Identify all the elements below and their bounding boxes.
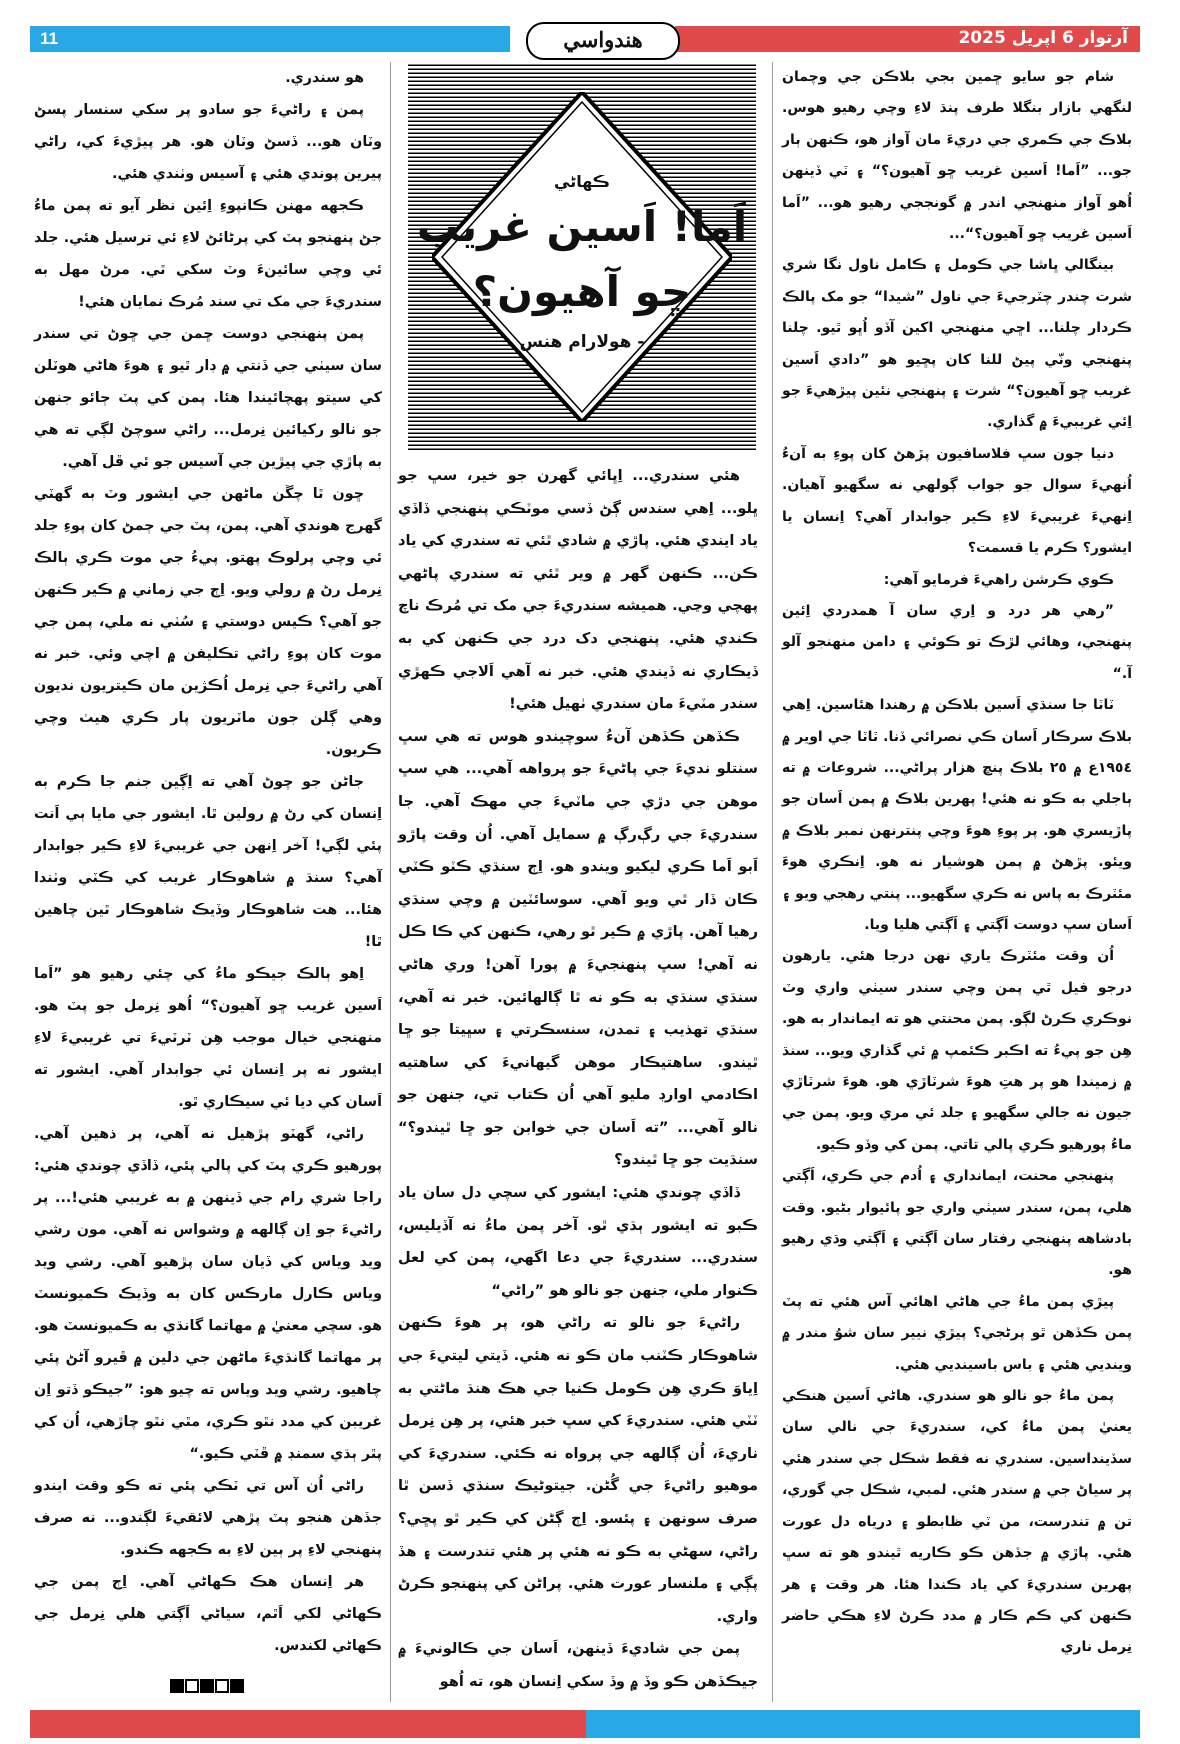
paragraph: اِهو ٻالڪ جيڪو ماءُ کي چئي رهيو هو ”اَما اَسين غريب ڇو آهيون؟“ اُهو نِرمل جو پٽ هو. منهنجي خيال موجب هِن ٽرٽيءَ تي غريبيءَ لاءِ ايشور نه پر اِنسان ئي جوابدار آهي. ايشور ته اَسان کي ديا ئي سيڪاري ٿو. bbox=[34, 966, 382, 1110]
paragraph: بينگالي ڀاشا جي ڪومل ۽ ڪامل ناول نگا شري شرت چندر چٽرجيءَ جي ناول ”شيدا“ جو مک پالڪ ڪردار چلنا... اڇي منهنجي اکين آڏو اُڀو ٿيو. چلنا پنهنجي ونّي پيڻ للنا کان پڇيو هو ”دادي اَسين غريب ڇو آهيون؟“ شرت ۽ پنهنجي نئين پيڙهيءَ جو اِئي غريبيءَ ۾ گذاري. bbox=[782, 257, 1132, 431]
paragraph: ڏاڏي چوندي هئي: ايشور کي سچي دل سان ياد ڪبو ته ايشور ٻڌي ٿو. آخر پمن ماءُ نه آڏيليس، سندري... سندريءَ جي دعا اگهي، پمن کي لعل ڪنوار ملي، جنهن جو نالو هو ”راڻي“ bbox=[398, 1184, 758, 1299]
masthead-logo: هندواسي bbox=[526, 22, 680, 60]
end-mark-icon bbox=[170, 1678, 245, 1697]
paragraph: ٽاٽا جا سنڌي اَسين بلاڪن ۾ رهندا هئاسين. اِهي بلاڪ سرڪار اَسان ڪي نصرائي ڏنا. ٽاٽا جي اوير ۾ ١٩٥٤ع ۾ ٢٥ بلاڪ پنڇ هزار پراڻي... شروعات ۾ ته ٻاجلي به ڪو نه هئي! پهرين بلاڪ ۾ پمن اَسان جو پاڙيسري هو. پر پوءِ هوءَ وچي پنترنهن نمبر بلاڪ ۾ ويئو. پڙهڻ ۾ پمن هوشيار نه هو. اِنڪري هوءَ مئٽرڪ به پاس نه ڪري سگهيو... پنتي رهجي ويو ۽ اَسان سڀ دوست اَڳتي ۽ اَڳتي هليا ويا. bbox=[782, 697, 1132, 933]
paragraph: ڇون ٿا چڱن ماڻهن جي ايشور وٽ به گهٽي گهرج هوندي آهي. پمن، پٽ جي ڄمڻ کان پوءِ جلد ئي وچي پرلوڪ پهتو. پيءُ جي موت ڪري ٻالڪ نِرمل رڻ ۾ رولي ويو. اِڄ جي زماني ۾ ڪير ڪنهن جو آهي؟ ڪيس دوستي ۽ سُٺي نه ملي، پمن جي موت کان پوءِ راڻي تڪليفن ۾ اچي وئي. خبر نه آهي راڻيءَ جي نِرمل اُڪژين مان ڪيتريون نديون وهي ڳلن جون ماٽريون پار ڪري هيٺ وچي ڪريون. bbox=[34, 486, 382, 758]
column-right bbox=[782, 62, 1132, 1664]
paragraph: پنهنجي محنت، ايمانداري ۽ اُدم جي ڪري، اَڳتي هلي، پمن، سندر سيٺي واري جو پائيوار بڻيو. وقت بادشاهه پنهنجي رفتار سان اَڳتي ۽ اَڳتي وڌي رهيو هو. bbox=[782, 1168, 1132, 1279]
story-title-line1: اَما! اَسين غريب bbox=[416, 202, 748, 251]
paragraph: پمن ماءُ جو نالو هو سندري. هاڻي اَسين هنڪي يعنيٰ پمن ماءُ کي، سندريءَ جي نالي سان سڏينداسين. سندري نه فقط شڪل جي سندر هئي پر سياڻ جي ۾ سندر هئي. لمبي، شڪل جي گوري، تن ۾ تندرست، من ٽي ظابطو ۽ درياه دل عورت هئي. پاڙي ۾ جڏهن ڪو ڪاريه ٿيندو هو ته سڀ پهرين سندريءَ کي ياد ڪندا هئا. هر وقت ۽ هر ڪنهن کي ڪم ڪار ۾ مدد ڪرڻ لاءِ هڪي حاضر نِرمل ناري bbox=[782, 1388, 1132, 1656]
column-divider bbox=[390, 62, 391, 1702]
quote: ”رهي هر درد و اِري سان آ همدردي اِئين پنهنجي، وهائي لڙڪ تو ڪوئي ۽ دامن منهنجو آلو آ.“ bbox=[782, 602, 1132, 682]
paragraph: پمن ۽ راڻيءَ جو سادو پر سکي سنسار پسڻ وٽان هو... ڏسڻ وٽان هو. هر پيڙيءَ کي، راڻي پيرين پوندي هئي ۽ آسيس وٺندي هئي. bbox=[34, 102, 382, 182]
paragraph: راڻي، گهٽو پڙهيل نه آهي، پر ذهين آهي. پورهيو ڪري پٽ کي پالي پئي، ڏاڏي چوندي هئي: راجا شري رام جي ڏينهن ۾ به غريبي هئي!... پر راڻيءَ جو اِن ڳالهه ۾ وشواس نه آهي. مون رشي ويد وياس کي ڏيان سان پڙهيو آهي. رشي ويد وياس ڪارل مارڪس کان به وڏيڪ ڪميونسٽ هو. سچي معنيٰ ۾ مهاتما گانڌي به ڪميونسٽ هو. پر مهاتما گانڌيءَ ماڻهن جي دلين ۾ ڦيرو آڻڻ پئي چاهيو. رشي ويد وياس ته چيو هو: ”جيڪو ڏتو اِن غريبن کي مدد نٿو ڪري، مٿي نٿو چاڙهي، اُن کي پٿر ٻڌي سمنڊ ۾ ڦٽي ڪيو.“ bbox=[34, 1126, 382, 1462]
paragraph: هر اِنسان هڪ ڪهاڻي آهي. اِڄ پمن جي ڪهاڻي لکي اَٿم، سياڻي اَڳتي هلي نِرمل جي ڪهاڻي لکندس. bbox=[34, 1574, 382, 1654]
header-bar-left bbox=[30, 26, 510, 52]
paragraph: راڻي اُن آس تي ٽڪي پئي ته ڪو وقت ايندو جڏهن هنجو پٽ پڙهي لائقيءَ لڳندو... نه صرف پنهنجي لاءِ پر ٻين لاءِ به ڪجهه ڪندو. bbox=[34, 1478, 382, 1558]
paragraph: پمن پنهنجي دوست ڇمن جي ڇوڻ تي سندر سان سيٺي جي ڏنتي ۾ ڊار ٿيو ۽ هوءَ هاڻي هوٽلن کي سيتو پهچائيندا هئا. پمن کي پٽ ڄائو جنهن جو نالو رکيائين نِرمل... راڻي سوچڻ لڳي ته هي به پاڙي جي پيڙين جي آسيس جو ئي ڦل آهي. bbox=[34, 326, 382, 470]
column-divider bbox=[772, 62, 773, 1702]
paragraph: ڪجهه مهنن ڪانپوءِ اِئين نظر آيو ته پمن ماءُ جڻ پنهنجو پٽ کي پرڻائڻ لاءِ ئي ترسيل هئي. جلد ئي وچي سائينءَ وٽ سکي ٿي. مرڻ مهل به سندريءَ جي مک تي سند مُرڪ نمايان هئي! bbox=[34, 198, 382, 310]
paragraph: پمن جي شاديءَ ڏينهن، اَسان جي ڪالونيءَ ۾ جيڪڏهن ڪو وڏ ۾ وڏ سکي اِنسان هو، ته اُهو bbox=[398, 1640, 758, 1690]
story-title-box bbox=[408, 62, 756, 450]
paragraph: هو سندري. bbox=[285, 70, 364, 86]
story-title-line2: ڇو آهيون؟ bbox=[472, 267, 692, 316]
dateline: آرتوار 6 اپريل 2025 bbox=[958, 28, 1128, 48]
page-header bbox=[30, 26, 1140, 52]
footer-bar-right bbox=[586, 1710, 1140, 1738]
paragraph: ڪڏهن ڪڏهن آنءُ سوچيندو هوس ته هي سڀ سنتلو ندي‌ءَ جي پاڻيءَ جو پرواهه آهي... هي سڀ موهن جي دڙي جي ماٽيءَ جي مهڪ آهي. جا سندريءَ جي رڳ‌رڳ ۾ سمايل آهي. اُن وقت پاڙو اَبو اَما ڪري ليکيو ويندو هو. اِڄ سنڌي ڪٽو ڪٽي ڪان ڏار ٿي ويو آهي. سوسائٽين ۾ وچي سنڌي رهيا آهن. پاڙي ۾ ڪير ٿو رهي، ڪنهن کي ڪا ڪل نه آهي! سڀ پنهنجيءَ ۾ پورا آهن! وري هاڻي سنڌي سنڌي به ڪو نه ٿا ڳالهائين. خبر نه آهي، سنڌي تهذيب ۽ تمدن، سنسڪرتي ۽ سڀيتا جو ڇا ٿيندو. ساهتيڪار موهن گيهانيءَ کي ساهتيه اڪادمي اوارڊ مليو آهي اُن ڪتاب تي، جنهن جو نالو آهي... ”ته اَسان جي خوابن جو ڇا ٿيندو؟“ سنڌيت جو ڇا ٿيندو؟ bbox=[398, 727, 758, 1169]
diamond-frame bbox=[432, 92, 732, 422]
paragraph: راڻيءَ جو نالو ته راڻي هو، پر هوءَ ڪنهن شاهوڪار ڪٽنب مان ڪو نه هئي. ڏيتي ليتيءَ جي اِياوَ ڪري هِن ڪومل ڪنيا جي هڪ هنڌ ماڻتي به ٽٽي هئي. سندريءَ کي سڀ خبر هئي، پر هِن نِرمل ناريءَ، اُن ڳالهه جي پرواه نه ڪئي. سندريءَ کي موهيو راڻيءَ جي گُڻن. جيتوڻيڪ سنڌي ڏسن ٿا صرف سونهن ۽ پئسو. اِڄ ڳڻن کي ڪير ٿو پڇي؟ راڻي، سهڻي به ڪو نه هئي پر هئي تندرست ۽ هڏ پڳي ۽ ملنسار عورت هئي. پراڻن کي پنهنجو ڪرڻ واري. bbox=[398, 1314, 758, 1625]
paragraph: اُن وقت مئٽرڪ ياري نهن درجا هئي. يارهون درجو فيل ٿي پمن وچي سندر سيٺي واري وٽ نوڪري ڪرڻ لڳو. پمن محنتي هو ته ايماندار به هو. هِن جو پيءُ ته اڪبر ڪئمپ ۾ ئي گذاري ويو... سنڌ ۾ زميندا هو پر هتِ هوءَ شرٽاڙي هو. هوءَ شرٽاڙي جيون نه جالي سگهيو ۽ جلد ئي مري ويو. پمن جي ماءُ پورهيو ڪري پالي تاتي. پمن کي وڏو ڪيو. bbox=[782, 948, 1132, 1153]
paragraph: هئي سندري... اِڀائي گهرن جو خير، سڀ جو ڀلو... اِهي سندس ڳڻ ڏسي موٽڪي پنهنجي ڏاڏي ياد ايندي هئي. پاڙي ۾ شادي ٿئي ته سندري کي ياد ڪن... ڪنهن گهر ۾ وير ٿئي ته سندري پاڻهي پهچي وڃي. هميشه سندريءَ جي مک تي مُرڪ ناچ ڪندي هئي. پنهنجي دک درد جي ڪنهن کي به ڏيڪاري نه ڏيندي هئي. خبر نه آهي اَلاجي ڪهڙي سندر مٽيءَ مان سندري ٺهيل هئي! bbox=[398, 467, 758, 713]
column-middle bbox=[398, 460, 758, 1699]
footer-bar-left bbox=[30, 1710, 586, 1738]
column-left bbox=[34, 62, 382, 1662]
paragraph: شام جو سايو ڇمين بجي بلاڪن جي وچمان لنگهي بازار بنگلا طرف پنڌ لاءِ وچي رهيو هوس. بلاڪ جي ڪمري جي دريءَ مان آواز هو، ڪنهن ٻار جو... ”اَما! اَسين غريب ڇو آهيون؟“ ۽ ٽي ڏينهن اُهو آواز منهنجي اندر ۾ گونججي رهيو هو... ”اَما اَسين غريب ڇو آهيون؟“... bbox=[782, 69, 1132, 243]
story-author: - هولارام هنس bbox=[519, 332, 645, 352]
story-kicker: ڪهاڻي bbox=[554, 172, 610, 191]
header-bar-right bbox=[675, 26, 1140, 52]
paragraph: پيڙي پمن ماءُ جي هاڻي اهائي آس هئي ته پٽ پمن ڪڏهن ٿو پرڻجي؟ پيڙي نيير سان شوُ مندر ۾ وينديي هئي ۽ باس باسينديي هئي. bbox=[782, 1293, 1132, 1373]
paragraph: جاڻن جو چوڻ آهي ته اِڳين جنم جا ڪرم به اِنسان کي رڻ ۾ رولين ٿا. ايشور جي مايا ٻي اَنت پئي لڳي! آخر اِنهن جي غريبيءَ لاءِ ڪير جوابدار آهي؟ سنڌ ۾ شاهوڪار غريب کي ڪٽي وٺندا هئا... هت شاهوڪار وڏيڪ شاهوڪار ٿين چاهين ٿا! bbox=[34, 774, 382, 950]
page-number: 11 bbox=[40, 29, 58, 48]
paragraph: دنيا جون سڀ فلاسافيون پڙهڻ کان پوءِ به آنءُ اُنهيءَ سوال جو جواب ڳولهي نه سگهيو آهيان. اِنهيءَ غريبيءَ لاءِ ڪير جوابدار آهي؟ اِنسان يا ايشور؟ ڪرم يا قسمت؟ bbox=[782, 445, 1132, 557]
paragraph: ڪوي ڪرشن راهيءَ فرمايو آهي: bbox=[883, 571, 1114, 588]
